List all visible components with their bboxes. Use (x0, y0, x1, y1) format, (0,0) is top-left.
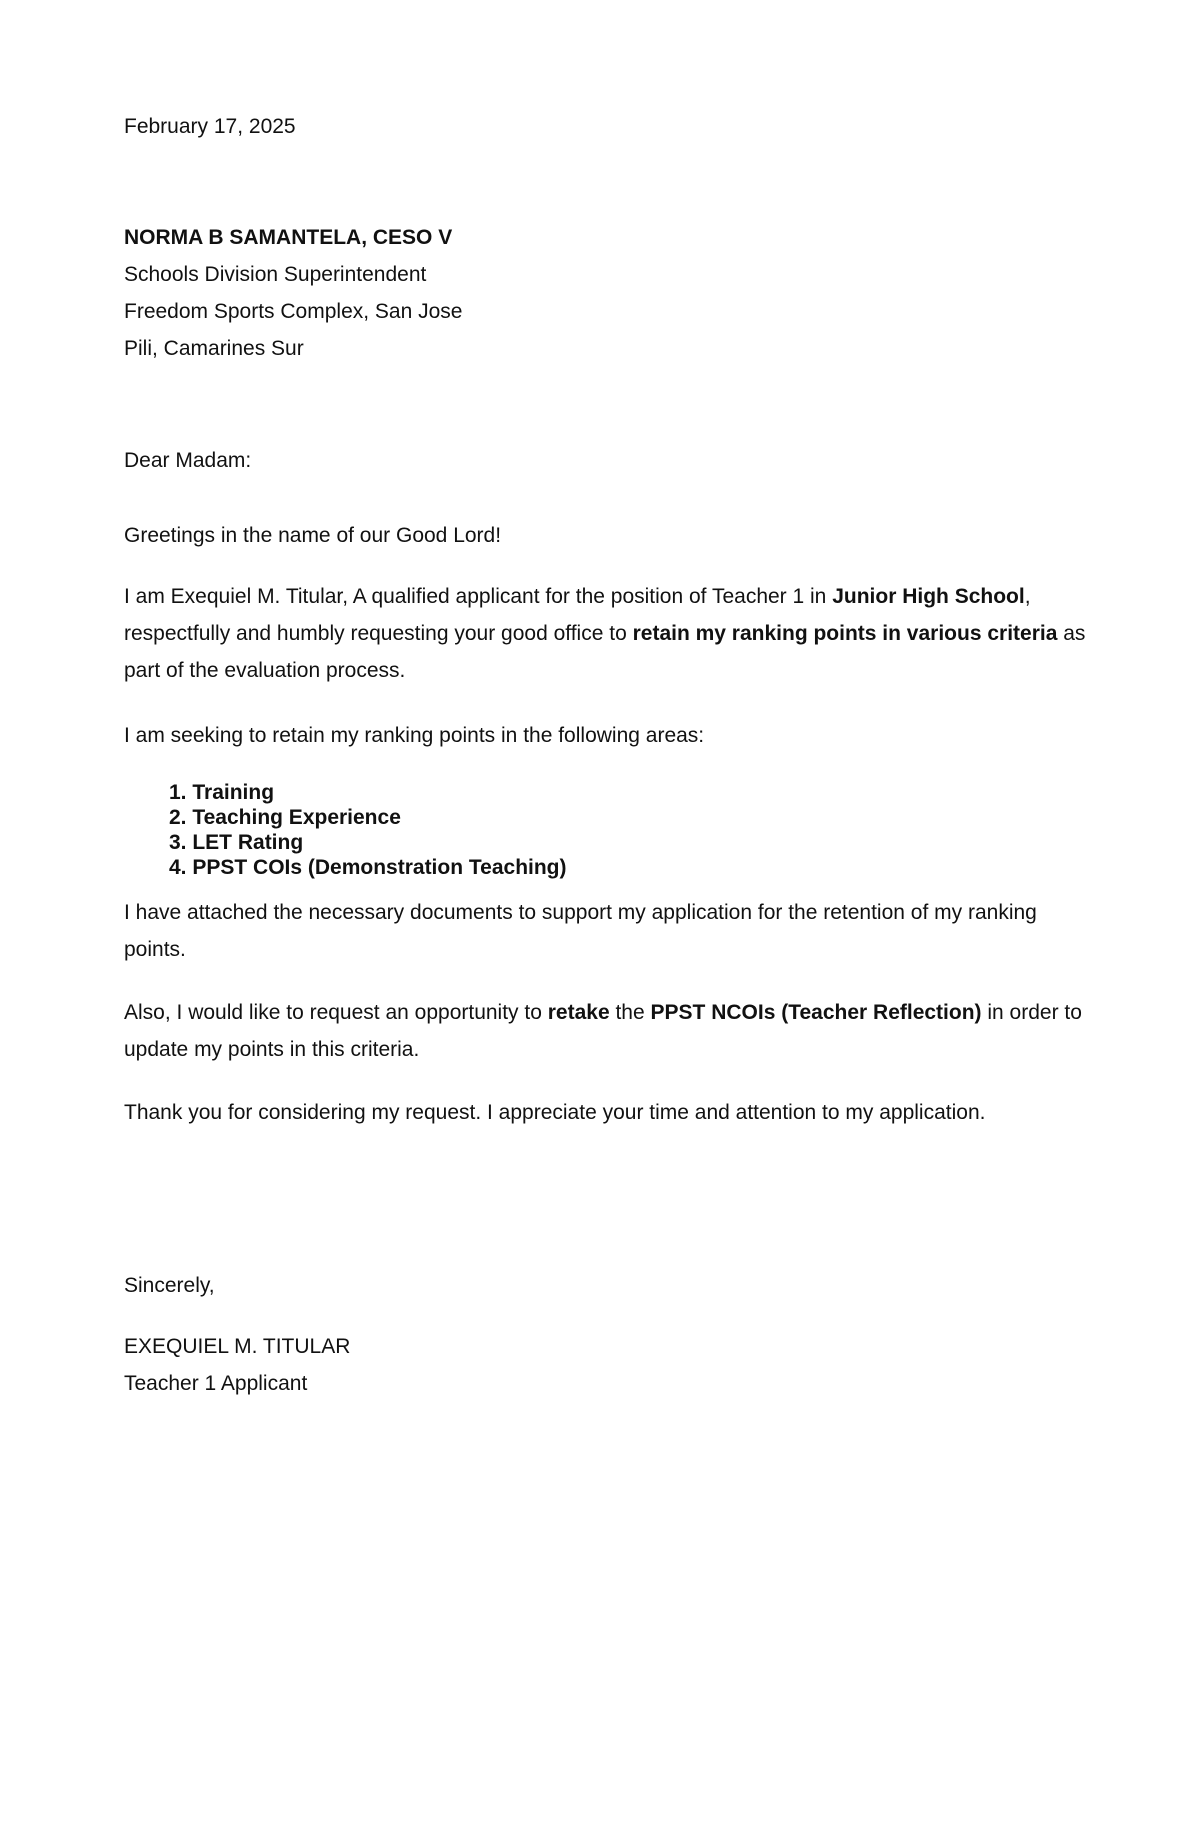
retake-paragraph (124, 994, 1094, 1068)
recipient-name: NORMA B SAMANTELA, CESO V (124, 226, 453, 249)
letter-body (124, 108, 1094, 1402)
intro-text-1: I am Exequiel M. Titular, A qualified applicant for the position of Teacher 1 in (124, 585, 833, 608)
recipient-address-line2: Pili, Camarines Sur (124, 337, 304, 360)
recipient-title: Schools Division Superintendent (124, 263, 427, 286)
area-item-teaching-experience: 2. Teaching Experience (169, 806, 401, 829)
retake-bold-retake: retake (547, 1001, 610, 1024)
letter-date: February 17, 2025 (124, 115, 296, 138)
area-item-let-rating: 3. LET Rating (169, 831, 304, 854)
intro-text-2: , respectfully and humbly requesting your good office to (124, 585, 1031, 645)
intro-bold-school: Junior High School (832, 585, 1025, 608)
retake-text-3: in order to update my points in this criteria. (124, 1001, 1082, 1061)
seeking-paragraph: I am seeking to retain my ranking points in the following areas: (124, 724, 705, 747)
attached-paragraph: I have attached the necessary documents to support my application for the retention of my ranking points. (124, 901, 1037, 961)
area-item-ppst-cois: 4. PPST COIs (Demonstration Teaching) (169, 856, 567, 879)
recipient-block (124, 219, 1094, 367)
areas-list (169, 780, 1094, 880)
area-item-training: 1. Training (169, 781, 275, 804)
signature-block (124, 1328, 1094, 1402)
salutation: Dear Madam: (124, 449, 252, 472)
retake-text-2: the (609, 1001, 651, 1024)
thanks-paragraph: Thank you for considering my request. I appreciate your time and attention to my application. (124, 1101, 986, 1124)
intro-text-3: as part of the evaluation process. (124, 622, 1086, 682)
intro-paragraph (124, 578, 1094, 689)
recipient-address-line1: Freedom Sports Complex, San Jose (124, 300, 463, 323)
retake-bold-ppst: PPST NCOIs (Teacher Reflection) (650, 1001, 982, 1024)
signature-name: EXEQUIEL M. TITULAR (124, 1335, 351, 1358)
intro-bold-request: retain my ranking points in various criteria (632, 622, 1058, 645)
retake-text-1: Also, I would like to request an opportunity to (124, 1001, 548, 1024)
closing: Sincerely, (124, 1274, 215, 1297)
greeting-paragraph: Greetings in the name of our Good Lord! (124, 524, 502, 547)
signature-title: Teacher 1 Applicant (124, 1372, 308, 1395)
